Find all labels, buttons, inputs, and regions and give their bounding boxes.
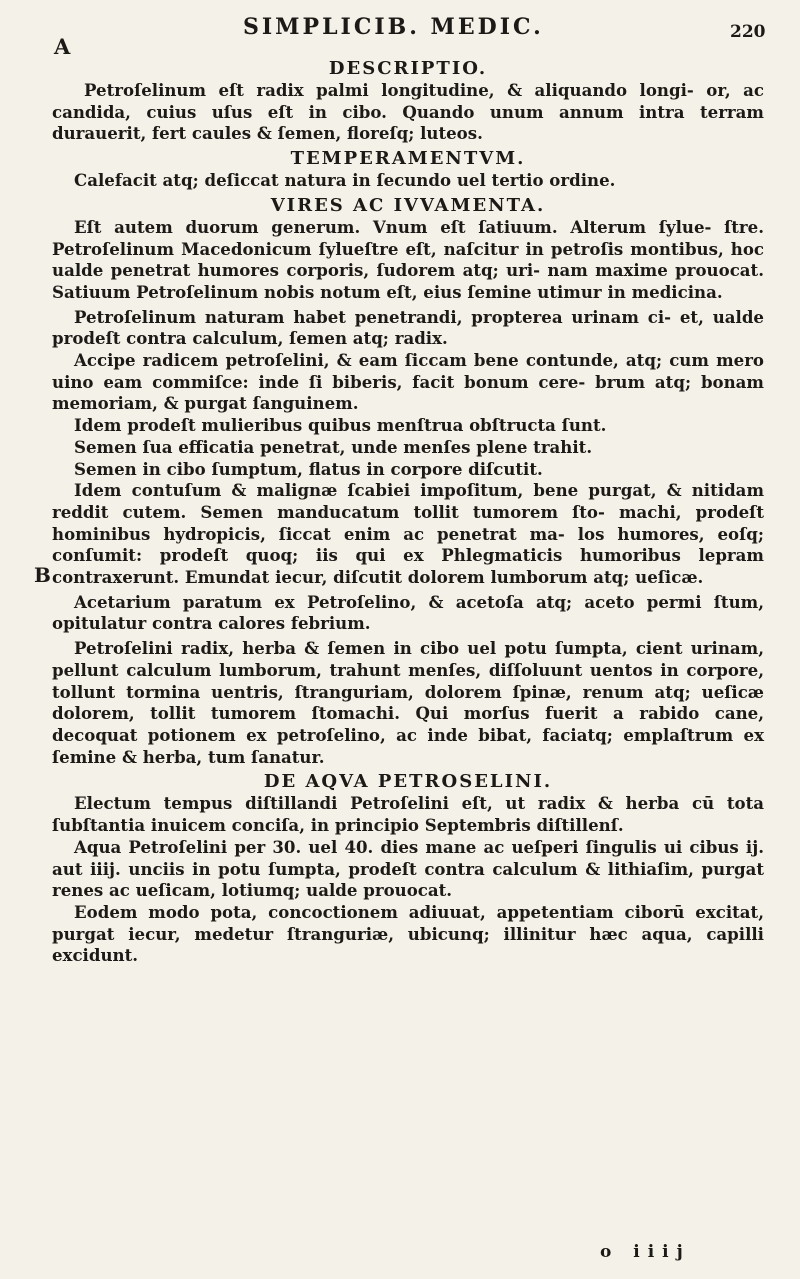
paragraph: Petroſelini radix, herba & ſemen in cibo uel potu ſumpta, cient urinam, pellunt calculum lumborum, trahunt menſes, diſſoluunt uentos in corpore, tollunt tormina uentris, ſtranguriam, dolorem ſpinæ, renum atq; ueſicæ dolorem, tollit tumorem ſtomachi. Qui morſus fuerit a rabido cane, decoquat potionem ex petroſelino, ac inde bibat, faciatq; emplaſtrum ex ſemine & herba, tum ſanatur.: [52, 638, 764, 767]
paragraph: Electum tempus diſtillandi Petroſelini eſt, ut radix & herba cū tota ſubſtantia inuicem conciſa, in principio Septembris diſtillenſ.: [52, 793, 764, 836]
paragraph: Idem prodeſt mulieribus quibus menſtrua obſtructa ſunt.: [74, 415, 607, 436]
section-heading-descriptio: DESCRIPTIO.: [328, 58, 488, 79]
main-text: [52, 58, 764, 967]
marginal-signature-b: B: [34, 563, 51, 587]
paragraph: Eſt autem duorum generum. Vnum eſt ſatiuum. Alterum ſylue- ſtre. Petroſelinum Macedonicum ſylueſtre eſt, naſcitur in petroſis montibus, hoc ualde penetrat humores corporis, ſudorem atq; uri- nam maxime prouocat. Satiuum Petroſelinum nobis notum eſt, eius ſemine utimur in medicina.: [52, 216, 764, 302]
running-title: SIMPLICIB. MEDIC.: [243, 14, 544, 40]
paragraph: Accipe radicem petroſelini, & eam ſiccam bene contunde, atq; cum mero uino eam commiſce: inde ſi biberis, facit bonum cere- brum atq; bonam memoriam, & purgat ſanguinem.: [52, 350, 764, 414]
page-number: 220: [730, 22, 766, 42]
paragraph: Aqua Petroſelini per 30. uel 40. dies mane ac ueſperi ſingulis ui cibus ij. aut iiij. unciis in potu ſumpta, prodeſt contra calculum & lithiaſim, purgat renes ac ueſicam, lotiumq; ualde prouocat.: [52, 836, 764, 901]
footer-signature: o iiij: [600, 1242, 691, 1262]
section-heading-temperamentum: TEMPERAMENTVM.: [290, 148, 526, 170]
paragraph: Semen ſua efficatia penetrat, unde menſes plene trahit.: [74, 436, 593, 457]
paragraph: Calefacit atq; deſiccat natura in ſecundo uel tertio ordine.: [74, 170, 616, 191]
paragraph: Eodem modo pota, concoctionem adiuuat, appetentiam ciborū excitat, purgat iecur, medetur ſtranguriæ, ubicunq; illinitur hæc aqua, capilli excidunt.: [52, 901, 764, 966]
paragraph: Idem contuſum & malignæ ſcabiei impoſitum, bene purgat, & nitidam reddit cutem. Semen manducatum tollit tumorem ſto- machi, prodeſt hominibus hydropicis, ſiccat enim ac penetrat ma- los humores, eoſq; conſumit: prodeſt quoq; iis qui ex Phlegmaticis humoribus lepram contraxerunt. Emundat iecur, diſcutit dolorem lumborum atq; ueſicæ.: [52, 480, 764, 588]
section-heading-vires: VIRES AC IVVAMENTA.: [270, 194, 546, 216]
running-head: [0, 8, 800, 42]
paragraph: Semen in cibo ſumptum, flatus in corpore diſcutit.: [74, 458, 543, 479]
section-heading-aqua: DE AQVA PETROSELINI.: [263, 771, 553, 793]
paragraph: Petroſelinum eſt radix palmi longitudine, & aliquando longi- or, ac candida, cuius uſus eſt in cibo. Quando unum annum intra terram durauerit, fert caules & ſemen, floreſq; luteos.: [52, 80, 764, 144]
paragraph: Petroſelinum naturam habet penetrandi, propterea urinam ci- et, ualde prodeſt contra calculum, ſemen atq; radix.: [52, 306, 764, 349]
paragraph: Acetarium paratum ex Petroſelino, & acetoſa atq; aceto permi ſtum, opitulatur contra calores febrium.: [52, 591, 764, 634]
marginal-signature-a: A: [54, 34, 71, 59]
